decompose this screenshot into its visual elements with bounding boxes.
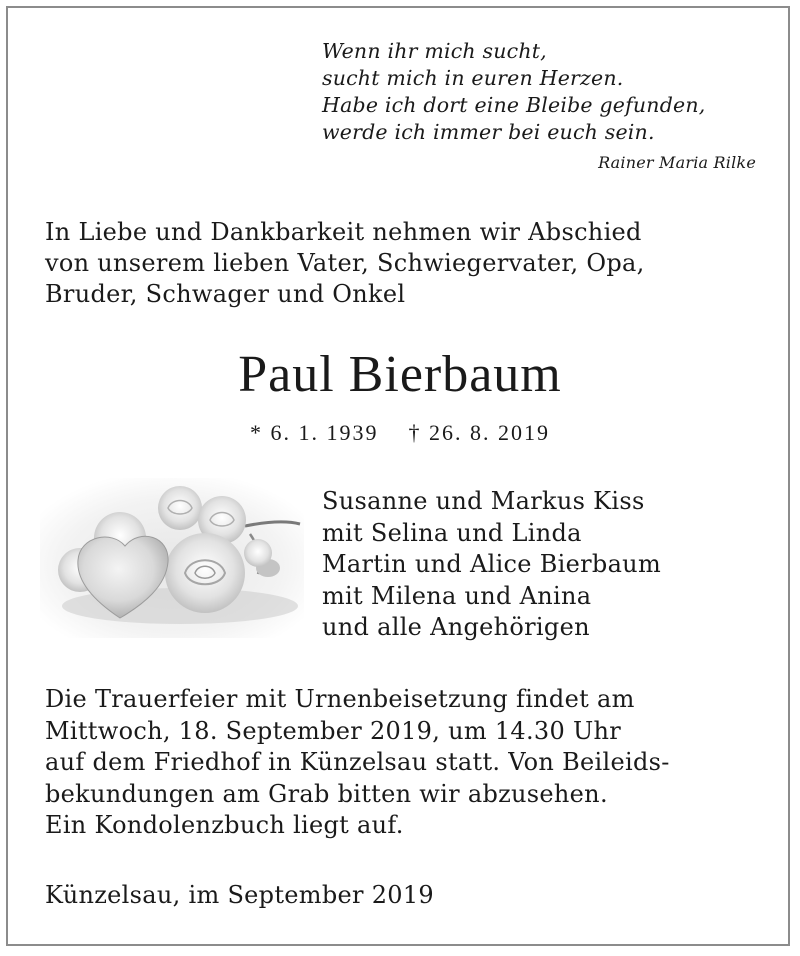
ceremony-line: Die Trauerfeier mit Urnenbeisetzung findet am [45,685,635,713]
deceased-name: Paul Bierbaum [238,346,562,403]
ceremony-line: bekundungen am Grab bitten wir abzusehen. [45,779,608,808]
poem-block [322,38,762,146]
family-line: Susanne und Markus Kiss [322,487,645,515]
ceremony-line: Ein Kondolenzbuch liegt auf. [45,811,404,839]
ceremony-line: auf dem Friedhof in Künzelsau statt. Von Beileids- [45,748,670,776]
intro-line: von unserem lieben Vater, Schwiegervater, Opa, [45,249,645,277]
poem-line: sucht mich in euren Herzen. [322,66,624,90]
family-line: mit Milena und Anina [322,581,592,610]
poem-author: Rainer Maria Rilke [598,153,756,172]
roses-and-heart-illustration [40,478,304,638]
poem-line: werde ich immer bei euch sein. [322,120,655,144]
place-and-date: Künzelsau, im September 2019 [45,881,435,909]
intro-text [45,217,765,310]
family-line: mit Selina und Linda [322,518,582,547]
intro-line: Bruder, Schwager und Onkel [45,280,406,308]
ceremony-info [45,684,765,842]
ceremony-line: Mittwoch, 18. September 2019, um 14.30 Uhr [45,716,622,745]
birth-date: * 6. 1. 1939 [250,420,379,445]
poem-line: Wenn ihr mich sucht, [322,39,547,63]
intro-line: In Liebe und Dankbarkeit nehmen wir Abschied [45,218,642,246]
poem-line: Habe ich dort eine Bleibe gefunden, [322,93,706,117]
death-date: † 26. 8. 2019 [408,420,550,445]
family-list [322,486,762,644]
family-line: Martin und Alice Bierbaum [322,550,661,578]
family-line: und alle Angehörigen [322,613,590,641]
roses-and-heart-icon [40,478,304,638]
life-dates [0,418,800,448]
